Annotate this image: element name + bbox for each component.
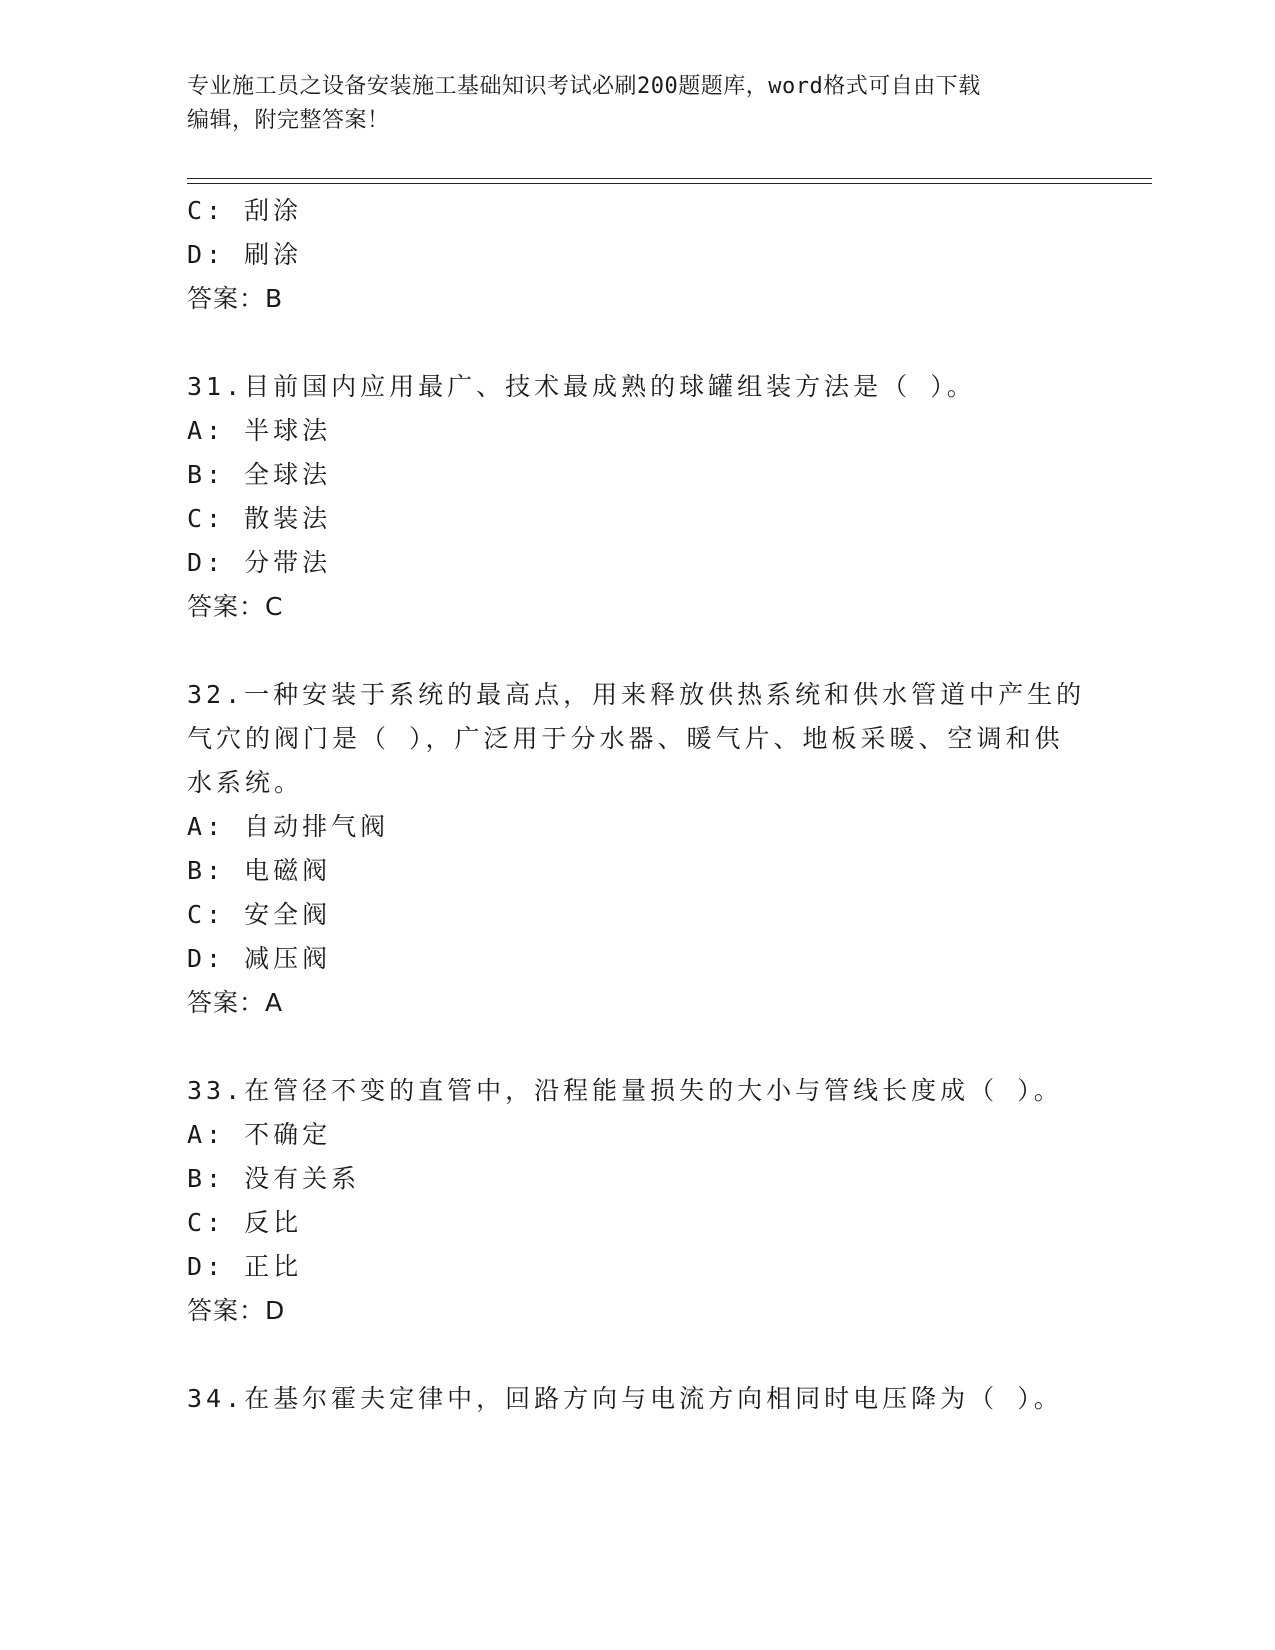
- option-line: B: 没有关系: [187, 1164, 361, 1193]
- option-line: C: 反比: [187, 1208, 303, 1237]
- option-line: C: 散装法: [187, 504, 332, 533]
- option-line: C: 刮涂: [187, 196, 303, 225]
- header-line-2: 编辑，附完整答案！: [187, 108, 390, 133]
- question-31: 31.目前国内应用最广、技术最成熟的球罐组装方法是（ ）。: [187, 372, 976, 401]
- answer-line: 答案：B: [187, 284, 284, 313]
- option-line: D: 刷涂: [187, 240, 303, 269]
- header-divider-top: [187, 178, 1152, 179]
- header-line-1: 专业施工员之设备安装施工基础知识考试必刷200题题库，word格式可自由下载: [187, 74, 981, 99]
- option-line: D: 减压阀: [187, 944, 332, 973]
- option-line: C: 安全阀: [187, 900, 332, 929]
- question-32-line-1: 32.一种安装于系统的最高点，用来释放供热系统和供水管道中产生的: [187, 680, 1086, 709]
- question-34: 34.在基尔霍夫定律中，回路方向与电流方向相同时电压降为（ ）。: [187, 1384, 1063, 1413]
- question-32-line-3: 水系统。: [187, 768, 304, 797]
- header-divider-bottom: [187, 183, 1152, 184]
- option-line: A: 自动排气阀: [187, 812, 390, 841]
- option-line: A: 半球法: [187, 416, 332, 445]
- answer-line: 答案：C: [187, 592, 284, 621]
- option-line: D: 正比: [187, 1252, 303, 1281]
- question-33: 33.在管径不变的直管中，沿程能量损失的大小与管线长度成（ ）。: [187, 1076, 1063, 1105]
- option-line: D: 分带法: [187, 548, 332, 577]
- answer-line: 答案：D: [187, 1296, 286, 1325]
- option-line: A: 不确定: [187, 1120, 332, 1149]
- answer-line: 答案：A: [187, 988, 284, 1017]
- option-line: B: 全球法: [187, 460, 332, 489]
- document-header: [187, 70, 1087, 138]
- question-32-line-2: 气穴的阀门是（ ），广泛用于分水器、暖气片、地板采暖、空调和供: [187, 724, 1064, 753]
- option-line: B: 电磁阀: [187, 856, 332, 885]
